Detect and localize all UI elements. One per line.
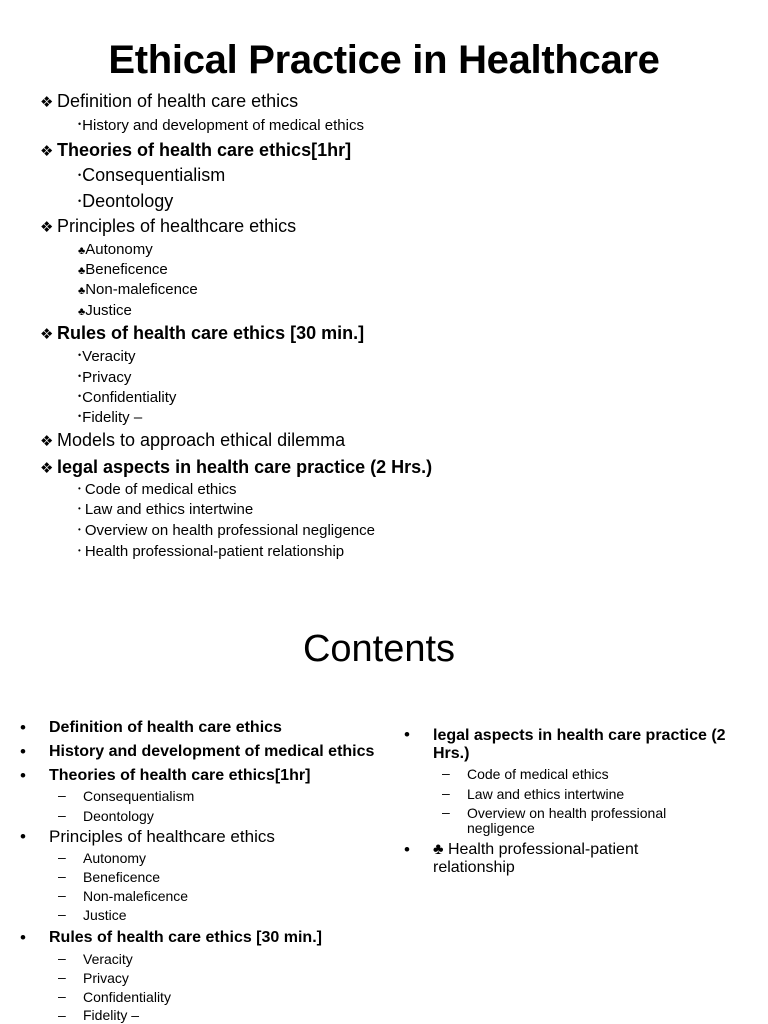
bullet-icon: • [404, 725, 410, 744]
contents-subitem-negligence-line1: Overview on health professional [467, 805, 667, 821]
diamond-bullet-icon: ❖ [40, 460, 54, 477]
contents-subitem-confidentiality: Confidentiality [83, 989, 171, 1005]
contents-title: Contents [302, 628, 456, 670]
bullet-icon: • [20, 928, 26, 947]
contents-item-definition: Definition of health care ethics [49, 719, 282, 736]
dot-bullet-icon: • [78, 170, 82, 180]
outline-subitem-code: • Code of medical ethics [78, 481, 237, 498]
dash-bullet-icon: – [442, 765, 450, 781]
contents-subitem-deontology: Deontology [83, 808, 154, 824]
dot-bullet-icon: • [78, 484, 81, 493]
outline-subitem-history: •History and development of medical ethics [78, 117, 364, 134]
outline-item-principles: ❖ Principles of healthcare ethics [40, 216, 297, 236]
contents-item-legal-line2: Hrs.) [433, 745, 470, 762]
diamond-bullet-icon: ❖ [40, 94, 54, 111]
outline-subitem-justice: ♣Justice [78, 302, 132, 319]
dash-bullet-icon: – [58, 868, 66, 884]
contents-subitem-consequentialism: Consequentialism [83, 788, 195, 804]
dot-bullet-icon: • [78, 525, 81, 534]
contents-subitem-nonmaleficence: Non-maleficence [83, 888, 189, 904]
contents-subitem-beneficence: Beneficence [83, 869, 161, 885]
club-bullet-icon: ♣ [78, 306, 86, 318]
dash-bullet-icon: – [442, 785, 450, 801]
contents-item-legal-line1: legal aspects in health care practice (2 [433, 727, 726, 744]
contents-item-theories: Theories of health care ethics[1hr] [49, 767, 311, 784]
outline-subitem-negligence: • Overview on health professional negligence [78, 522, 375, 539]
bullet-icon: • [20, 742, 26, 761]
dash-bullet-icon: – [58, 969, 66, 985]
dash-bullet-icon: – [58, 807, 66, 823]
outline-subitem-privacy: •Privacy [78, 369, 132, 386]
dash-bullet-icon: – [58, 849, 66, 865]
contents-subitem-autonomy: Autonomy [83, 850, 147, 866]
dot-bullet-icon: • [78, 391, 82, 401]
contents-subitem-code: Code of medical ethics [467, 766, 609, 782]
dash-bullet-icon: – [58, 906, 66, 922]
outline-subitem-confidentiality: •Confidentiality [78, 389, 177, 406]
contents-subitem-justice: Justice [83, 907, 127, 923]
contents-subitem-veracity: Veracity [83, 951, 133, 967]
dash-bullet-icon: – [442, 804, 450, 820]
bullet-icon: • [20, 827, 26, 846]
contents-item-principles: Principles of healthcare ethics [49, 827, 275, 846]
contents-item-relationship-line1: ♣ Health professional-patient [433, 841, 639, 858]
outline-subitem-autonomy: ♣Autonomy [78, 241, 153, 258]
outline-subitem-relationship: • Health professional-patient relationship [78, 543, 345, 560]
contents-subitem-privacy: Privacy [83, 970, 129, 986]
diamond-bullet-icon: ❖ [40, 143, 54, 160]
outline-subitem-consequentialism: •Consequentialism [78, 165, 226, 185]
contents-item-rules: Rules of health care ethics [30 min.] [49, 929, 322, 946]
outline-item-legal: ❖ legal aspects in health care practice (2 Hrs.) [40, 457, 433, 477]
slide-title: Ethical Practice in Healthcare [108, 38, 660, 82]
dot-bullet-icon: • [78, 371, 82, 381]
bullet-icon: • [404, 840, 410, 859]
diamond-bullet-icon: ❖ [40, 433, 54, 450]
contents-subitem-fidelity: Fidelity – [83, 1007, 140, 1023]
outline-subitem-nonmaleficence: ♣Non-maleficence [78, 281, 198, 298]
dash-bullet-icon: – [58, 787, 66, 803]
bullet-icon: • [20, 766, 26, 785]
outline-subitem-veracity: •Veracity [78, 348, 136, 365]
outline-subitem-fidelity: •Fidelity – [78, 409, 143, 426]
contents-subitem-law: Law and ethics intertwine [467, 786, 625, 802]
dot-bullet-icon: • [78, 196, 82, 206]
dash-bullet-icon: – [58, 1007, 66, 1023]
contents-item-history: History and development of medical ethics [49, 743, 375, 760]
club-bullet-icon: ♣ [78, 245, 86, 257]
club-bullet-icon: ♣ [78, 285, 86, 297]
outline-item-theories: ❖ Theories of health care ethics[1hr] [40, 140, 352, 160]
dot-bullet-icon: • [78, 546, 81, 555]
bullet-icon: • [20, 718, 26, 737]
outline-subitem-beneficence: ♣Beneficence [78, 261, 168, 278]
dot-bullet-icon: • [78, 350, 82, 360]
dash-bullet-icon: – [58, 887, 66, 903]
outline-item-models: ❖ Models to approach ethical dilemma [40, 430, 346, 450]
dot-bullet-icon: • [78, 119, 82, 129]
diamond-bullet-icon: ❖ [40, 219, 54, 236]
club-bullet-icon: ♣ [78, 265, 86, 277]
diamond-bullet-icon: ❖ [40, 326, 54, 343]
dash-bullet-icon: – [58, 950, 66, 966]
outline-item-rules: ❖ Rules of health care ethics [30 min.] [40, 323, 365, 343]
dash-bullet-icon: – [58, 988, 66, 1004]
contents-subitem-negligence-line2: negligence [467, 820, 535, 836]
contents-item-relationship-line2: relationship [433, 859, 515, 876]
outline-subitem-deontology: •Deontology [78, 191, 174, 211]
outline-item-definition: ❖ Definition of health care ethics [40, 91, 299, 111]
dot-bullet-icon: • [78, 504, 81, 513]
dot-bullet-icon: • [78, 411, 82, 421]
outline-subitem-law: • Law and ethics intertwine [78, 501, 254, 518]
